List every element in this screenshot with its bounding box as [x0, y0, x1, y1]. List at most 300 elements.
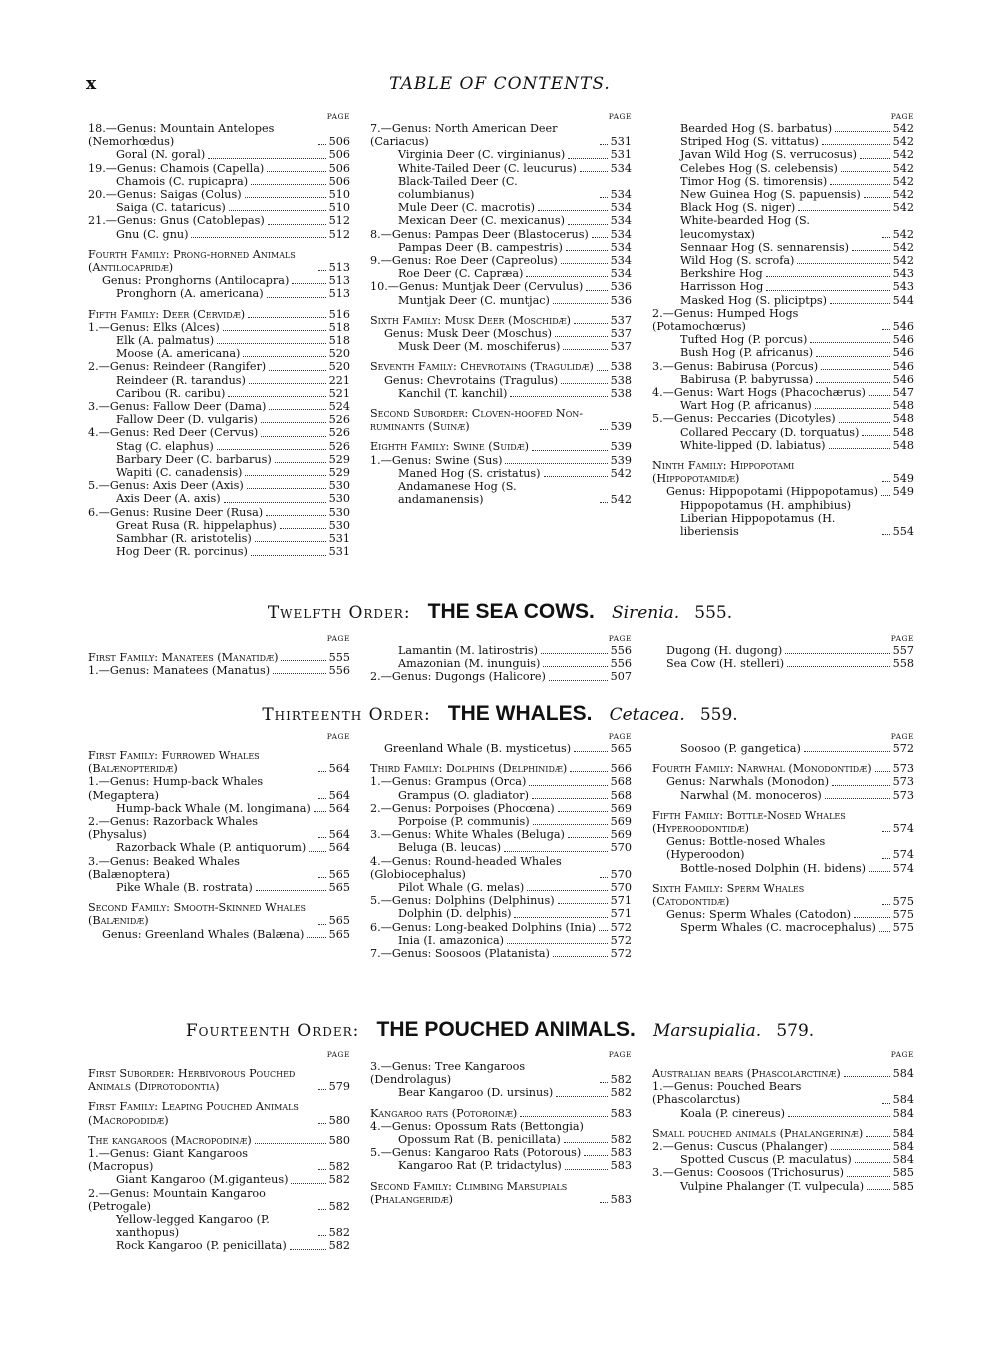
entry-title: Reindeer (R. tarandus)	[116, 373, 246, 387]
entry-title: 4.—Genus: Red Deer (Cervus)	[88, 426, 259, 440]
toc-entry	[652, 135, 914, 148]
entry-title: 20.—Genus: Saigas (Colus)	[88, 188, 242, 202]
entry-page: 536	[610, 280, 632, 294]
toc-family-entry	[88, 1100, 350, 1126]
entry-title: 2.—Genus: Dugongs (Halicore)	[370, 670, 546, 684]
entry-title: The kangaroos (Macropodinæ)	[88, 1133, 252, 1147]
entry-page: 542	[892, 174, 914, 188]
dot-leader	[867, 1189, 890, 1190]
page-column-label: PAGE	[890, 112, 914, 121]
entry-page: 580	[328, 1113, 350, 1127]
toc-column	[88, 1050, 350, 1253]
entry-page: 534	[610, 214, 632, 228]
toc-entry	[370, 294, 632, 307]
entry-page: 531	[328, 545, 350, 559]
dot-leader	[558, 903, 608, 904]
order-name: THE WHALES.	[447, 702, 593, 725]
entry-page: 575	[892, 921, 914, 935]
toc-entry	[370, 148, 632, 161]
order-heading	[0, 1018, 1000, 1042]
dot-leader	[527, 890, 607, 891]
entry-page: 544	[892, 293, 914, 307]
toc-entry	[88, 274, 350, 287]
entry-title: Sperm Whales (C. macrocephalus)	[680, 921, 876, 935]
toc-entry	[88, 360, 350, 373]
toc-column	[88, 112, 350, 559]
entry-title: 2.—Genus: Reindeer (Rangifer)	[88, 360, 267, 374]
toc-entry	[88, 453, 350, 466]
entry-page: 538	[610, 373, 632, 387]
toc-entry	[88, 855, 350, 881]
dot-leader	[798, 210, 889, 211]
order-scientific-name: Sirenia.	[611, 603, 680, 623]
entry-title: Barbary Deer (C. barbarus)	[116, 452, 272, 466]
toc-entry	[88, 162, 350, 175]
entry-page: 584	[892, 1126, 914, 1140]
entry-page: 543	[892, 267, 914, 281]
entry-title: Great Rusa (R. hippelaphus)	[116, 518, 277, 532]
toc-entry	[370, 1133, 632, 1146]
toc-entry	[370, 894, 632, 907]
order-label: Twelfth Order:	[267, 603, 411, 623]
dot-leader	[797, 263, 889, 264]
toc-family-entry	[88, 1134, 350, 1147]
toc-entry	[652, 162, 914, 175]
entry-title: Saiga (C. tataricus)	[116, 201, 226, 215]
dot-leader	[835, 131, 890, 132]
toc-family-entry	[370, 360, 632, 373]
toc-entry	[652, 439, 914, 452]
entry-title: 1.—Genus: Swine (Sus)	[370, 453, 503, 467]
toc-entry	[652, 412, 914, 425]
entry-title: Mule Deer (C. macrotis)	[398, 201, 535, 215]
dot-leader	[839, 422, 890, 423]
dot-leader	[804, 751, 890, 752]
entry-title: 1.—Genus: Grampus (Orca)	[370, 775, 527, 789]
order-name: THE POUCHED ANIMALS.	[376, 1018, 636, 1041]
dot-leader	[255, 541, 326, 542]
entry-page: 521	[328, 386, 350, 400]
toc-entry	[370, 340, 632, 353]
entry-title: Goral (N. goral)	[116, 148, 206, 162]
entry-title: Hippopotamus (H. amphibius)	[680, 498, 852, 512]
toc-entry	[370, 228, 632, 241]
toc-entry	[652, 742, 914, 755]
entry-page: 534	[610, 254, 632, 268]
toc-entry	[88, 201, 350, 214]
toc-entry	[88, 228, 350, 241]
entry-page: 542	[610, 466, 632, 480]
entry-title: Grampus (O. gladiator)	[398, 788, 529, 802]
toc-entry	[370, 775, 632, 788]
entry-title: 5.—Genus: Peccaries (Dicotyles)	[652, 412, 836, 426]
entry-page: 574	[892, 861, 914, 875]
entry-title: Pronghorn (A. americana)	[116, 287, 264, 301]
dot-leader	[584, 1155, 607, 1156]
toc-entry	[652, 188, 914, 201]
dot-leader	[869, 395, 890, 396]
dot-leader	[841, 171, 890, 172]
entry-page: 510	[328, 188, 350, 202]
entry-page: 556	[328, 664, 350, 678]
entry-page: 526	[328, 426, 350, 440]
entry-title: Wapiti (C. canadensis)	[116, 466, 243, 480]
dot-leader	[766, 276, 890, 277]
entry-page: 569	[610, 828, 632, 842]
entry-page: 582	[610, 1133, 632, 1147]
entry-title: Pampas Deer (B. campestris)	[398, 240, 563, 254]
toc-family-entry	[652, 459, 914, 485]
page-column-label: PAGE	[326, 1050, 350, 1059]
dot-leader	[830, 184, 889, 185]
toc-entry	[88, 426, 350, 439]
toc-entry	[370, 670, 632, 683]
entry-page: 573	[892, 788, 914, 802]
dot-leader	[815, 408, 890, 409]
entry-title: Genus: Sperm Whales (Catodon)	[666, 908, 852, 922]
entry-title: Third Family: Dolphins (Delphinidæ)	[370, 762, 568, 776]
toc-entry	[652, 1153, 914, 1166]
entry-page: 584	[892, 1067, 914, 1080]
entry-title: Vulpine Phalanger (T. vulpecula)	[680, 1179, 865, 1193]
entry-page: 569	[610, 801, 632, 815]
dot-leader	[852, 250, 890, 251]
dot-leader	[526, 276, 607, 277]
entry-title: Second Family: Smooth-Skinned Whales (Balænidæ)	[88, 901, 307, 928]
entry-title: Celebes Hog (S. celebensis)	[680, 161, 838, 175]
entry-title: Musk Deer (M. moschiferus)	[398, 340, 561, 354]
dot-leader	[504, 851, 607, 852]
entry-title: 6.—Genus: Long-beaked Dolphins (Inia)	[370, 920, 597, 934]
entry-page: 564	[328, 841, 350, 855]
entry-title: Opossum Rat (B. penicillata)	[398, 1133, 561, 1147]
toc-entry	[88, 148, 350, 161]
dot-leader	[844, 1076, 890, 1077]
entry-page: 542	[892, 227, 914, 241]
dot-leader	[563, 349, 607, 350]
entry-page: 572	[610, 947, 632, 961]
dot-leader	[882, 481, 890, 482]
entry-title: 3.—Genus: White Whales (Beluga)	[370, 828, 565, 842]
toc-columns	[88, 732, 914, 960]
dot-leader	[788, 1116, 890, 1117]
entry-page: 569	[610, 815, 632, 829]
toc-entry	[652, 386, 914, 399]
entry-title: 3.—Genus: Coosoos (Trichosurus)	[652, 1166, 845, 1180]
toc-column	[652, 634, 914, 684]
entry-title: 7.—Genus: Soosoos (Platanista)	[370, 947, 550, 961]
toc-entry	[370, 934, 632, 947]
toc-entry	[652, 201, 914, 214]
toc-entry	[370, 947, 632, 960]
toc-entry	[370, 815, 632, 828]
toc-family-entry	[370, 314, 632, 327]
dot-leader	[514, 917, 607, 918]
dot-leader	[561, 383, 607, 384]
entry-title: Hump-back Whale (M. longimana)	[116, 801, 311, 815]
dot-leader	[280, 528, 326, 529]
dot-leader	[568, 158, 607, 159]
dot-leader	[318, 798, 326, 799]
entry-title: Roe Deer (C. Capræa)	[398, 267, 524, 281]
entry-page: 582	[328, 1173, 350, 1187]
dot-leader	[825, 798, 890, 799]
entry-title: Babirusa (P. babyrussa)	[680, 372, 814, 386]
page-column-label: PAGE	[326, 112, 350, 121]
toc-entry	[88, 374, 350, 387]
toc-entry	[370, 1146, 632, 1159]
entry-title: 3.—Genus: Babirusa (Porcus)	[652, 359, 819, 373]
toc-entry	[370, 855, 632, 881]
dot-leader	[243, 356, 325, 357]
entry-page: 565	[328, 927, 350, 941]
dot-leader	[553, 303, 608, 304]
entry-title: Pilot Whale (G. melas)	[398, 881, 525, 895]
entry-page: 566	[610, 762, 632, 776]
entry-page: 554	[892, 525, 914, 539]
entry-page: 585	[892, 1166, 914, 1180]
entry-page: 534	[610, 240, 632, 254]
dot-leader	[318, 1235, 326, 1236]
page-column-label: PAGE	[890, 634, 914, 643]
entry-title: Small pouched animals (Phalangerinæ)	[652, 1126, 864, 1140]
dot-leader	[785, 653, 889, 654]
entry-title: Mexican Deer (C. mexicanus)	[398, 214, 565, 228]
dot-leader	[318, 1123, 326, 1124]
entry-title: Genus: Hippopotami (Hippopotamus)	[666, 485, 878, 499]
entry-title: Sixth Family: Sperm Whales (Catodontidæ)	[652, 881, 805, 909]
dot-leader	[822, 144, 890, 145]
entry-page: 583	[610, 1106, 632, 1120]
dot-leader	[538, 210, 608, 211]
toc-family-entry	[370, 1107, 632, 1120]
entry-title: First Family: Manatees (Manatidæ)	[88, 651, 279, 664]
dot-leader	[592, 237, 608, 238]
entry-page: 571	[610, 894, 632, 908]
entry-page: 539	[610, 453, 632, 467]
dot-leader	[599, 930, 608, 931]
dot-leader	[882, 858, 890, 859]
toc-entry	[88, 802, 350, 815]
entry-title: Amazonian (M. inunguis)	[398, 657, 541, 671]
toc-entry	[652, 657, 914, 670]
entry-title: 4.—Genus: Round-headed Whales (Globiocephalus)	[370, 854, 562, 881]
toc-entry	[652, 399, 914, 412]
dot-leader	[879, 931, 890, 932]
toc-entry	[652, 294, 914, 307]
entry-title: Razorback Whale (P. antiquorum)	[116, 841, 307, 855]
entry-page: 529	[328, 452, 350, 466]
entry-page: 558	[892, 657, 914, 671]
dot-leader	[318, 270, 326, 271]
entry-title: 21.—Genus: Gnus (Catoblepas)	[88, 214, 265, 228]
toc-column	[88, 634, 350, 684]
dot-leader	[869, 871, 890, 872]
entry-page: 530	[328, 518, 350, 532]
toc-entry	[88, 334, 350, 347]
entry-page: 538	[610, 386, 632, 400]
entry-title: Bottle-nosed Dolphin (H. bidens)	[680, 861, 867, 875]
entry-title: Genus: Pronghorns (Antilocapra)	[102, 274, 290, 288]
entry-page: 542	[892, 135, 914, 149]
dot-leader	[831, 1149, 890, 1150]
dot-leader	[832, 785, 890, 786]
dot-leader	[862, 435, 889, 436]
entry-page: 506	[328, 174, 350, 188]
toc-entry	[88, 1173, 350, 1186]
entry-title: Chamois (C. rupicapra)	[116, 174, 249, 188]
entry-title: New Guinea Hog (S. papuensis)	[680, 188, 861, 202]
entry-page: 542	[892, 201, 914, 215]
toc-entry	[370, 1159, 632, 1172]
toc-entry	[370, 214, 632, 227]
entry-title: Seventh Family: Chevrotains (Tragulidæ)	[370, 360, 594, 374]
dot-leader	[292, 283, 325, 284]
toc-entry	[88, 188, 350, 201]
entry-page: 546	[892, 372, 914, 386]
entry-page: 537	[610, 313, 632, 327]
entry-page: 529	[328, 466, 350, 480]
entry-title: Harrisson Hog	[680, 280, 764, 294]
entry-title: 2.—Genus: Razorback Whales (Physalus)	[88, 815, 258, 842]
entry-page: 584	[892, 1106, 914, 1120]
dot-leader	[881, 495, 890, 496]
toc-entry	[88, 400, 350, 413]
dot-leader	[568, 224, 608, 225]
toc-family-entry	[652, 762, 914, 775]
entry-page: 583	[610, 1159, 632, 1173]
toc-entry	[88, 479, 350, 492]
dot-leader	[191, 237, 325, 238]
toc-entry	[370, 1060, 632, 1086]
entry-title: 18.—Genus: Mountain Antelopes (Nemorhœdus)	[88, 122, 275, 149]
entry-page: 579	[328, 1080, 350, 1094]
dot-leader	[533, 824, 608, 825]
toc-entry	[652, 485, 914, 498]
entry-title: Liberian Hippopotamus (H. liberiensis	[680, 511, 836, 539]
toc-entry	[370, 1120, 632, 1133]
entry-title: White-lipped (D. labiatus)	[680, 438, 826, 452]
dot-leader	[821, 369, 889, 370]
entry-page: 531	[610, 148, 632, 162]
entry-page: 512	[328, 227, 350, 241]
toc-family-entry	[652, 882, 914, 908]
dot-leader	[208, 158, 325, 159]
toc-entry	[370, 742, 632, 755]
toc-entry	[370, 280, 632, 293]
entry-title: 4.—Genus: Wart Hogs (Phacochærus)	[652, 386, 866, 400]
dot-leader	[766, 290, 889, 291]
toc-columns	[88, 1050, 914, 1253]
order-heading	[0, 702, 1000, 726]
toc-column	[370, 732, 632, 960]
dot-leader	[854, 917, 889, 918]
entry-title: Black-Tailed Deer (C. columbianus)	[398, 174, 518, 202]
entry-page: 570	[610, 841, 632, 855]
entry-page: 506	[328, 148, 350, 162]
toc-entry	[88, 664, 350, 677]
entry-title: Pike Whale (B. rostrata)	[116, 881, 253, 895]
entry-title: 5.—Genus: Kangaroo Rats (Potorous)	[370, 1146, 582, 1160]
entry-page: 572	[610, 933, 632, 947]
entry-title: Sambhar (R. aristotelis)	[116, 532, 252, 546]
toc-entry	[652, 280, 914, 293]
dot-leader	[318, 877, 326, 878]
dot-leader	[318, 771, 326, 772]
entry-title: Genus: Bottle-nosed Whales (Hyperoodon)	[666, 835, 826, 862]
entry-title: 1.—Genus: Hump-back Whales (Megaptera)	[88, 775, 264, 802]
entry-page: 582	[328, 1199, 350, 1213]
entry-title: Collared Peccary (D. torquatus)	[680, 425, 860, 439]
dot-leader	[561, 263, 608, 264]
entry-page: 513	[328, 287, 350, 301]
entry-title: 3.—Genus: Tree Kangaroos (Dendrolagus)	[370, 1060, 526, 1087]
page-column-label: PAGE	[890, 732, 914, 741]
entry-page: 542	[892, 148, 914, 162]
toc-family-entry	[652, 809, 914, 835]
dot-leader	[597, 370, 608, 371]
entry-title: Ninth Family: Hippopotami (Hippopotamidæ)	[652, 459, 795, 486]
dot-leader	[529, 785, 607, 786]
page-column-label: PAGE	[326, 634, 350, 643]
entry-page: 584	[892, 1153, 914, 1167]
entry-page: 564	[328, 828, 350, 842]
dot-leader	[229, 210, 326, 211]
dot-leader	[255, 1143, 326, 1144]
entry-title: Fifth Family: Deer (Cervidæ)	[88, 307, 246, 321]
entry-title: Greenland Whale (B. mysticetus)	[384, 742, 572, 755]
toc-entry	[652, 1166, 914, 1179]
toc-entry	[370, 241, 632, 254]
entry-title: Kanchil (T. kanchil)	[398, 386, 508, 400]
entry-title: 2.—Genus: Mountain Kangaroo (Petrogale)	[88, 1186, 266, 1213]
entry-title: 19.—Genus: Chamois (Capella)	[88, 161, 265, 175]
entry-title: Lamantin (M. latirostris)	[398, 644, 539, 657]
dot-leader	[318, 1089, 326, 1090]
dot-leader	[544, 476, 608, 477]
dot-leader	[600, 502, 608, 503]
toc-entry	[88, 532, 350, 545]
dot-leader	[318, 144, 326, 145]
dot-leader	[543, 666, 607, 667]
entry-title: 1.—Genus: Giant Kangaroos (Macropus)	[88, 1147, 248, 1174]
toc-entry	[88, 1187, 350, 1213]
entry-title: Porpoise (P. communis)	[398, 815, 530, 829]
dot-leader	[245, 475, 325, 476]
dot-leader	[275, 462, 326, 463]
toc-entry	[88, 1213, 350, 1239]
toc-entry	[652, 921, 914, 934]
entry-page: 537	[610, 327, 632, 341]
toc-entry	[370, 881, 632, 894]
dot-leader	[507, 943, 608, 944]
entry-title: 2.—Genus: Humped Hogs (Potamochœrus)	[652, 306, 799, 334]
page-title: TABLE OF CONTENTS.	[389, 74, 611, 94]
dot-leader	[830, 303, 890, 304]
entry-title: Genus: Musk Deer (Moschus)	[384, 327, 552, 341]
entry-page: 512	[328, 214, 350, 228]
entry-title: 4.—Genus: Opossum Rats (Bettongia)	[370, 1119, 584, 1133]
entry-page: 506	[328, 135, 350, 149]
entry-page: 573	[892, 762, 914, 776]
entry-page: 549	[892, 485, 914, 499]
toc-entry	[88, 175, 350, 188]
order-page: 579.	[776, 1021, 815, 1041]
entry-page: 547	[892, 386, 914, 400]
entry-page: 542	[892, 240, 914, 254]
toc-entry	[88, 841, 350, 854]
dot-leader	[261, 436, 325, 437]
